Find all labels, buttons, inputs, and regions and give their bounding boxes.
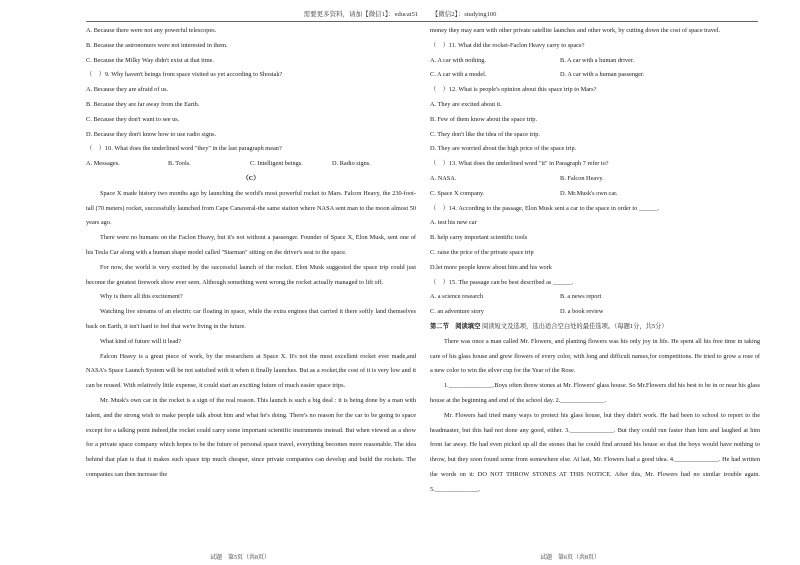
question-12: （ ）12. What is people's opinion about this space trip to Mars? [430, 86, 597, 94]
q11-option: C. A car with a model. [430, 71, 487, 79]
passage-paragraph: Watching live streams of an electric car floating in space, while the extra engines that carried it there softly land themselves back on Earth, it isn't hard to feel that we're living in the future. [86, 308, 416, 330]
q11-option: B. A car with a human driver. [560, 56, 635, 64]
q11-options [430, 68, 760, 83]
q8-option: A. Because there were not any powerful telescopes. [86, 27, 217, 34]
q13-option: C. Space X company. [430, 189, 485, 197]
passage-paragraph: Mr. Musk's own car in the rocket is a sign of the real reason. This launch is such a big deal : it is being done by a man with talent, and the strong wish to make people talk about him and what he's doing. There's no reason for the car to be going to space except for a talking point indeed,the rocket could carry some important scientific instruments instead. But when viewed as a show for a private space company which hopes to be the future of personal space travel, everything becomes more reasonable. The idea behind that plan is that it makes such space trip much cheaper, since private companies can develop and build the rockets. The companies can then increase the [86, 396, 416, 478]
q10-option: A. Messages. [86, 160, 120, 168]
q13-option: A. NASA. [430, 174, 457, 182]
q10-option: B. Tools. [168, 160, 191, 168]
cloze-paragraph: There was once a man called Mr. Flowers, and planting flowers was his only joy in life. He spent all his free time in taking care of his glass house and grew flowers of every color, with long and difficult names,for competitions. He tried to grow a rose of a new color to win the silver cup for the Year of the Rose. [430, 337, 760, 375]
q14-option: B. help carry important scientific tools [430, 234, 528, 242]
passage-paragraph: Falcon Heavy is a great piece of work, by the researchers at Space X. It's not the most excellent rocket ever made,and NASA's Space Launch System will be not satisfied with it when it finally launches. But as a rocket,the cost of it is very low and it can be reused. With relatively little expense, it could start an exciting future of much easier space trips. [86, 352, 416, 390]
question-14: （ ）14. According to the passage, Elon Musk sent a car to the space in order to ______. [430, 204, 660, 212]
q15-option: A. a science research [430, 293, 484, 301]
header-rule [86, 21, 758, 22]
q13-options [430, 172, 760, 187]
cloze-paragraph: 1.______________.Boys often threw stones at Mr. Flowers' glass house. So Mr.Flowers did his best to be in or near his glass house at the beginning and end of the school day. 2.______________. [430, 382, 760, 404]
passage-paragraph: Space X made history two months ago by launching the world's most powerful rocket to Mars. Falcon Heavy, the 230-foot-tall (70 meters) rocket, successfully launched from Cape Canaveral-the same station where NASA sent man to the moon almost 50 years ago. [86, 189, 416, 227]
question-9: （ ）9. Why haven't beings from space visited us yet according to Shostak? [86, 71, 283, 79]
q13-option: D. Mr.Musk's own car. [560, 189, 618, 197]
header-text-2: 【微信2】：studying100 [431, 11, 497, 18]
section-2-title: 第二节 阅读填空 [430, 322, 481, 330]
header-text-1: 需要更多资料，请加【微信1】：educat51 [303, 11, 419, 18]
passage-continuation: money they may earn with other private satellite launches and other work, by cutting down the cost of space travel. [430, 27, 721, 34]
q14-option: C. raise the price of the private space trip [430, 248, 534, 256]
question-11: （ ）11. What did the rocket-Faclon Heavy carry to space? [430, 41, 585, 49]
passage-paragraph: For now, the world is very excited by the successful launch of the rocket. Elon Musk suggested the space trip could just become the greatest firework show ever seen. Although something went wrong,the rocket actually managed to lift off. [86, 263, 416, 286]
left-column [86, 24, 416, 483]
q11-option: A. A car with nothing. [430, 56, 486, 64]
passage-paragraph: What kind of future will it lead? [100, 337, 182, 345]
q15-option: C. an adventure story [430, 308, 484, 316]
page-footer-left: 试题 第5页（共8页） [210, 555, 271, 561]
q9-option: C. Because they don't want to see us. [86, 115, 180, 123]
q12-option: B. Few of them know about the space trip. [430, 115, 538, 123]
q12-option: A. They are excited about it. [430, 100, 502, 108]
q11-option: D. A car with a human passenger. [560, 71, 645, 79]
question-15: （ ）15. The passage can be best described as ______. [430, 278, 574, 286]
q10-options [86, 157, 416, 172]
section-2-heading [430, 320, 760, 335]
q13-option: B. Falcon Heavy. [560, 174, 604, 182]
question-10: （ ）10. What does the underlined word "they" in the last paragraph mean? [86, 145, 282, 153]
q9-option: B. Because they are far away from the Earth. [86, 100, 200, 108]
cloze-paragraph: Mr. Flowers had tried many ways to protect his glass house, but they didn't work. He had been to school to report to the headmaster, but this had not done any good, either. 3.______________. But they could run faster than him and laughed at him from far away. He had even picked up all the stones that he could find around his house so that the boys would have nothing to throw, but they soon found some from somewhere else. At last, Mr. Flowers had a good idea. 4.______________. He had written the words on it: DO NOT THROW STONES AT THIS NOTICE. After this, Mr. Flowers had no similar trouble again. 5.______________. [430, 411, 760, 493]
q15-options [430, 290, 760, 305]
q9-option: A. Because they are afraid of us. [86, 86, 169, 94]
q14-option: A. test his new car [430, 219, 477, 227]
right-column [430, 24, 760, 498]
q15-options [430, 305, 760, 320]
page-header [0, 9, 800, 18]
passage-paragraph: Why is there all this excitement? [100, 293, 183, 301]
q14-option: D.let more people know about him and his work [430, 263, 552, 271]
q15-option: D. a book review [560, 308, 604, 316]
q13-options [430, 187, 760, 202]
q9-option: D. Because they don't know how to use radio signs. [86, 130, 217, 138]
passage-paragraph: There were no humans on the Faclon Heavy, but it's not without a passenger. Founder of Space X, Elon Musk, sent one of his Tesla Car along with a human shape model called "Starman" sitting on the driver's seat to the space. [86, 234, 416, 256]
q12-option: C. They don't like the idea of the space trip. [430, 130, 540, 138]
q8-option: B. Because the astronomers were not interested in them. [86, 41, 228, 49]
q15-option: B. a news report [560, 293, 602, 301]
q10-option: C. Intelligent beings. [250, 160, 303, 168]
section-c-heading: （C） [242, 174, 260, 182]
q8-option: C. Because the Milky Way didn't exist at that time. [86, 56, 215, 64]
q12-option: D. They are worried about the high price of the space trip. [430, 145, 577, 153]
section-2-instructions: 阅读短文及选项，选出适合空白处的最佳选项。（每题1分，共5分） [481, 322, 668, 330]
page-footer-right: 试题 第6页（共8页） [540, 555, 601, 561]
q11-options [430, 54, 760, 69]
q10-option: D. Radio signs. [332, 160, 371, 168]
question-13: （ ）13. What does the underlined word "it" in Paragraph 7 refer to? [430, 160, 609, 168]
